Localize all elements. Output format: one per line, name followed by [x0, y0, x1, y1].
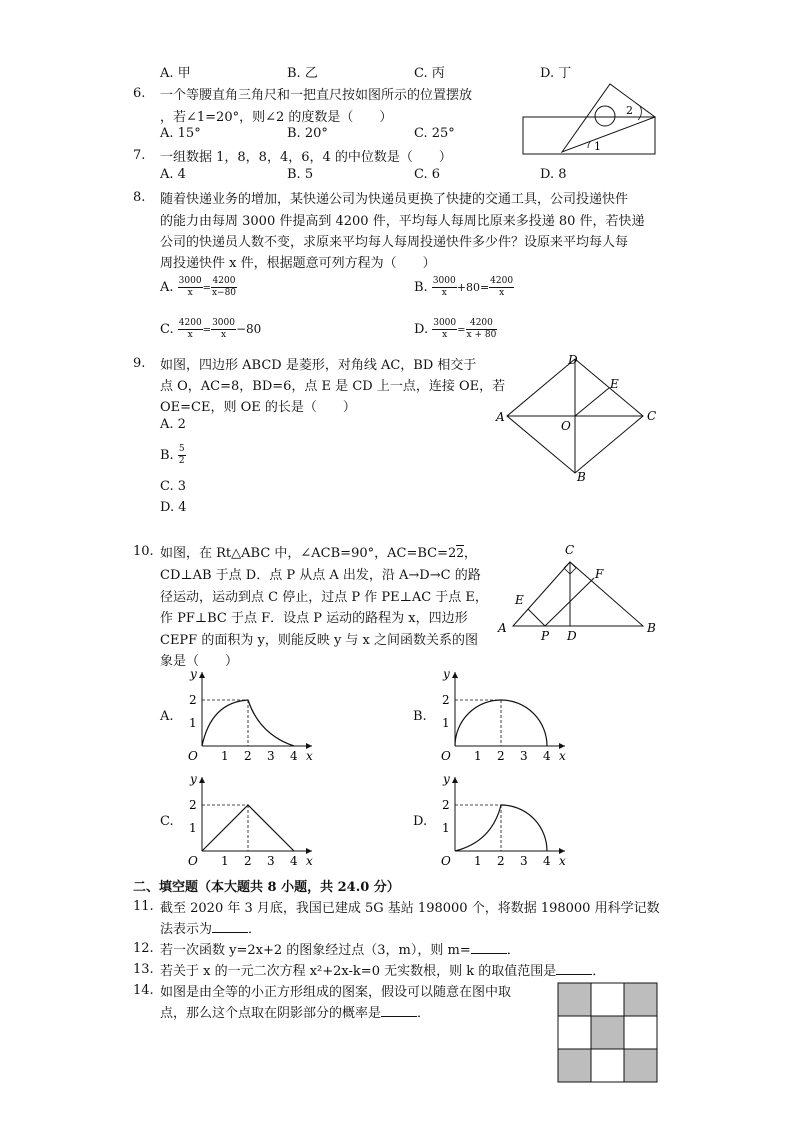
q6-number: 6. [133, 86, 146, 101]
triangle-hole-circle [595, 106, 615, 126]
q8-a-fraction-left: $\frac{3000}{x}$ [178, 276, 202, 298]
q8-b-fraction-left: $\frac{3000}{x}$ [432, 276, 456, 298]
x-axis-label: x [306, 854, 313, 868]
q10-option-b-label[interactable]: B. [413, 709, 427, 724]
q13-answer-blank[interactable] [556, 962, 592, 975]
segment-oe [575, 388, 609, 416]
label-a: A [496, 410, 505, 424]
q14-line2-end: ． [417, 1006, 431, 1021]
label-e: E [610, 377, 619, 391]
q7-option-d[interactable]: D. 8 [540, 167, 567, 182]
q9-option-d[interactable]: D. 4 [160, 500, 187, 515]
label-o: O [561, 419, 571, 433]
label-c: C [647, 409, 657, 423]
label-c: C [565, 543, 575, 557]
q6-line2: ，若∠1=20°，则∠2 的度数是（ ） [160, 110, 393, 125]
q11-number: 11. [133, 899, 154, 914]
ruler-shape [523, 117, 655, 154]
q9-option-c[interactable]: C. 3 [160, 479, 187, 494]
q5-option-a[interactable]: A. 甲 [160, 66, 191, 81]
q12-number: 12. [133, 941, 154, 956]
q11-line2-end: ． [248, 922, 262, 937]
q9-b-fraction: $\frac{5}{2}$ [178, 444, 185, 466]
q13-number: 13. [133, 962, 154, 977]
white-square [624, 1016, 657, 1049]
segment-pe [528, 609, 545, 626]
x-tick-label: 2 [244, 854, 252, 868]
q8-c-fraction-left: $\frac{4200}{x}$ [178, 318, 202, 340]
q8-option-d[interactable]: D. $\frac{3000}{x}$ = $\frac{4200}{x + 80}$ [414, 318, 497, 340]
white-square [591, 983, 624, 1016]
q10-triangle-figure [495, 540, 665, 645]
q8-option-b-label: B. [414, 280, 428, 295]
y-axis-label: y [443, 772, 450, 786]
origin-label: O [441, 749, 451, 763]
y-tick-label: 2 [442, 693, 450, 707]
q10-line2: CD⊥AB 于点 D．点 P 从点 A 出发，沿 A→D→C 的路 [160, 568, 481, 583]
q8-line2: 的能力由每周 3000 件提高到 4200 件，平均每人每周比原来多投递 80 件，若快递 [160, 214, 645, 229]
label-d: D [567, 629, 577, 643]
section2-heading: 二、填空题（本大题共 8 小题，共 24.0 分） [133, 880, 400, 895]
label-d: D [568, 353, 578, 367]
q7-option-c[interactable]: C. 6 [414, 167, 441, 182]
x-tick-label: 2 [497, 854, 505, 868]
q7-option-b[interactable]: B. 5 [287, 167, 314, 182]
q8-option-d-label: D. [414, 322, 429, 337]
y-tick-label: 1 [189, 716, 197, 730]
y-tick-label: 1 [442, 821, 450, 835]
q10-sqrt-radicand: 2 [456, 546, 464, 560]
y-axis-arrow [452, 672, 458, 678]
q10-option-c-graph[interactable] [180, 771, 315, 869]
q14-line2 [160, 1002, 430, 1021]
triangle-ruler-shape [562, 84, 655, 152]
q5-option-b[interactable]: B. 乙 [287, 66, 318, 81]
origin-label: O [188, 854, 198, 868]
x-tick-label: 1 [221, 854, 229, 868]
q10-option-d-graph[interactable] [433, 771, 568, 869]
q11-answer-blank[interactable] [212, 920, 248, 933]
q9-option-a[interactable]: A. 2 [160, 417, 186, 432]
x-tick-label: 4 [290, 854, 298, 868]
q10-line1-end: ， [463, 546, 477, 561]
x-tick-label: 4 [290, 749, 298, 763]
x-tick-label: 1 [474, 749, 482, 763]
q9-option-b-label: B. [160, 448, 174, 463]
q13-text: 若关于 x 的一元二次方程 x²+2x-k=0 无实数根，则 k 的取值范围是 [160, 964, 557, 979]
q6-line1: 一个等腰直角三角尺和一把直尺按如图所示的位置摆放 [160, 88, 473, 103]
q8-option-a[interactable]: A. $\frac{3000}{x}$ = $\frac{4200}{x-80}$ [160, 276, 237, 298]
shaded-square [624, 983, 657, 1016]
x-tick-label: 3 [267, 854, 275, 868]
q8-a-fraction-right: $\frac{4200}{x-80}$ [211, 276, 237, 298]
label-e: E [515, 593, 524, 607]
origin-label: O [441, 854, 451, 868]
q14-number: 14. [133, 983, 154, 998]
q13-line [160, 960, 605, 979]
y-tick-label: 1 [442, 716, 450, 730]
q8-line1: 随着快递业务的增加，某快递公司为快递员更换了快捷的交通工具，公司投递快件 [160, 192, 629, 207]
q12-answer-blank[interactable] [471, 941, 507, 954]
q9-line1: 如图，四边形 ABCD 是菱形，对角线 AC，BD 相交于 [160, 358, 477, 373]
x-tick-label: 2 [244, 749, 252, 763]
y-axis-arrow [452, 777, 458, 783]
q11-line2-text: 法表示为 [160, 922, 213, 937]
q10-line4: 作 PF⊥BC 于点 F．设点 P 运动的路程为 x，四边形 [160, 611, 468, 626]
q14-line2-text: 点，那么这个点取在阴影部分的概率是 [160, 1006, 382, 1021]
label-f: F [595, 567, 604, 581]
q7-text: 一组数据 1，8，8，4，6，4 的中位数是（ ） [160, 150, 452, 165]
q9-line3: OE=CE，则 OE 的长是（ ） [160, 400, 356, 415]
q10-option-d-label[interactable]: D. [413, 814, 428, 829]
x-axis-label: x [306, 749, 313, 763]
x-tick-label: 3 [520, 749, 528, 763]
q9-line2: 点 O，AC=8，BD=6，点 E 是 CD 上一点，连接 OE，若 [160, 379, 506, 394]
q14-answer-blank[interactable] [381, 1004, 417, 1017]
y-axis-label: y [443, 667, 450, 681]
angle1-arc [588, 142, 590, 148]
q6-option-c[interactable]: C. 25° [414, 126, 455, 141]
q8-line3: 公司的快递员人数不变，求原来平均每人每周投递快件多少件？设原来平均每人每 [160, 235, 629, 250]
q10-number: 10. [133, 544, 154, 559]
q10-option-a-graph[interactable] [180, 666, 315, 764]
q10-line5: CEPF 的面积为 y，则能反映 y 与 x 之间函数关系的图 [160, 633, 479, 648]
x-tick-label: 1 [474, 854, 482, 868]
x-tick-label: 2 [497, 749, 505, 763]
y-tick-label: 2 [189, 798, 197, 812]
q9-option-b[interactable] [160, 444, 186, 467]
y-axis-arrow [199, 777, 205, 783]
white-square [558, 1016, 591, 1049]
q9-rhombus-figure [490, 350, 670, 485]
label-b: B [647, 621, 656, 635]
x-tick-label: 3 [267, 749, 275, 763]
x-tick-label: 1 [221, 749, 229, 763]
label-b: B [577, 470, 586, 484]
q8-line4: 周投递快件 x 件，根据题意可列方程为（ ） [160, 256, 436, 271]
q14-line1: 如图是由全等的小正方形组成的图案，假设可以随意在图中取 [160, 985, 512, 1000]
q9-number: 9. [133, 356, 146, 371]
q8-option-b[interactable]: B. $\frac{3000}{x}$ +80= $\frac{4200}{x}$ [414, 276, 514, 298]
angle1-label: 1 [594, 140, 601, 153]
y-tick-label: 1 [189, 821, 197, 835]
q7-number: 7. [133, 148, 146, 163]
shaded-square [591, 1016, 624, 1049]
white-square [591, 1049, 624, 1082]
q8-number: 8. [133, 190, 146, 205]
q8-option-c[interactable]: C. $\frac{4200}{x}$ = $\frac{3000}{x}$ −80 [160, 318, 262, 340]
q8-d-fraction-right: $\frac{4200}{x + 80}$ [466, 318, 497, 340]
q12-text: 若一次函数 y=2x+2 的图象经过点（3，m），则 m= [160, 943, 471, 958]
shaded-square [558, 983, 591, 1016]
shaded-square [624, 1049, 657, 1082]
q6-ruler-figure [520, 80, 660, 156]
q10-option-a-label[interactable]: A. [160, 709, 174, 724]
y-axis-arrow [199, 672, 205, 678]
y-tick-label: 2 [442, 798, 450, 812]
q11-line1: 截至 2020 年 3 月底，我国已建成 5G 基站 198000 个，将数据 198000 用科学记数 [160, 901, 660, 916]
q8-option-a-label: A. [160, 280, 174, 295]
origin-label: O [188, 749, 198, 763]
x-tick-label: 4 [543, 854, 551, 868]
q8-c-fraction-right: $\frac{3000}{x}$ [212, 318, 235, 340]
x-tick-label: 3 [520, 854, 528, 868]
q13-end: ． [592, 964, 606, 979]
q7-option-a[interactable]: A. 4 [160, 167, 186, 182]
y-tick-label: 2 [189, 693, 197, 707]
q5-option-d[interactable]: D. 丁 [540, 66, 572, 81]
q10-line3: 径运动，运动到点 C 停止，过点 P 作 PE⊥AC 于点 E， [160, 590, 488, 605]
q10-option-c-label[interactable]: C. [160, 814, 174, 829]
q11-line2 [160, 918, 261, 937]
q10-option-b-graph[interactable] [433, 666, 568, 764]
label-p: P [541, 629, 550, 643]
y-axis-label: y [190, 772, 197, 786]
q10-line1-text: 如图，在 Rt△ABC 中，∠ACB=90°，AC=BC=2 [160, 546, 457, 561]
q10-line1 [160, 542, 477, 561]
q6-option-b[interactable]: B. 20° [287, 126, 328, 141]
angle2-label: 2 [626, 104, 633, 117]
q12-line [160, 939, 520, 958]
q6-option-a[interactable]: A. 15° [160, 126, 201, 141]
q8-option-c-label: C. [160, 322, 174, 337]
q14-square-grid [557, 982, 659, 1084]
x-axis-label: x [559, 854, 566, 868]
x-axis-label: x [559, 749, 566, 763]
angle2-arc [638, 106, 641, 120]
shaded-square [558, 1049, 591, 1082]
q5-option-c[interactable]: C. 丙 [414, 66, 445, 81]
x-tick-label: 4 [543, 749, 551, 763]
q12-end: ． [506, 943, 520, 958]
q8-b-fraction-right: $\frac{4200}{x}$ [490, 276, 514, 298]
label-a: A [498, 621, 507, 635]
q10-line6: 象是（ ） [160, 654, 239, 669]
y-axis-label: y [190, 667, 197, 681]
q8-d-fraction-left: $\frac{3000}{x}$ [433, 318, 457, 340]
